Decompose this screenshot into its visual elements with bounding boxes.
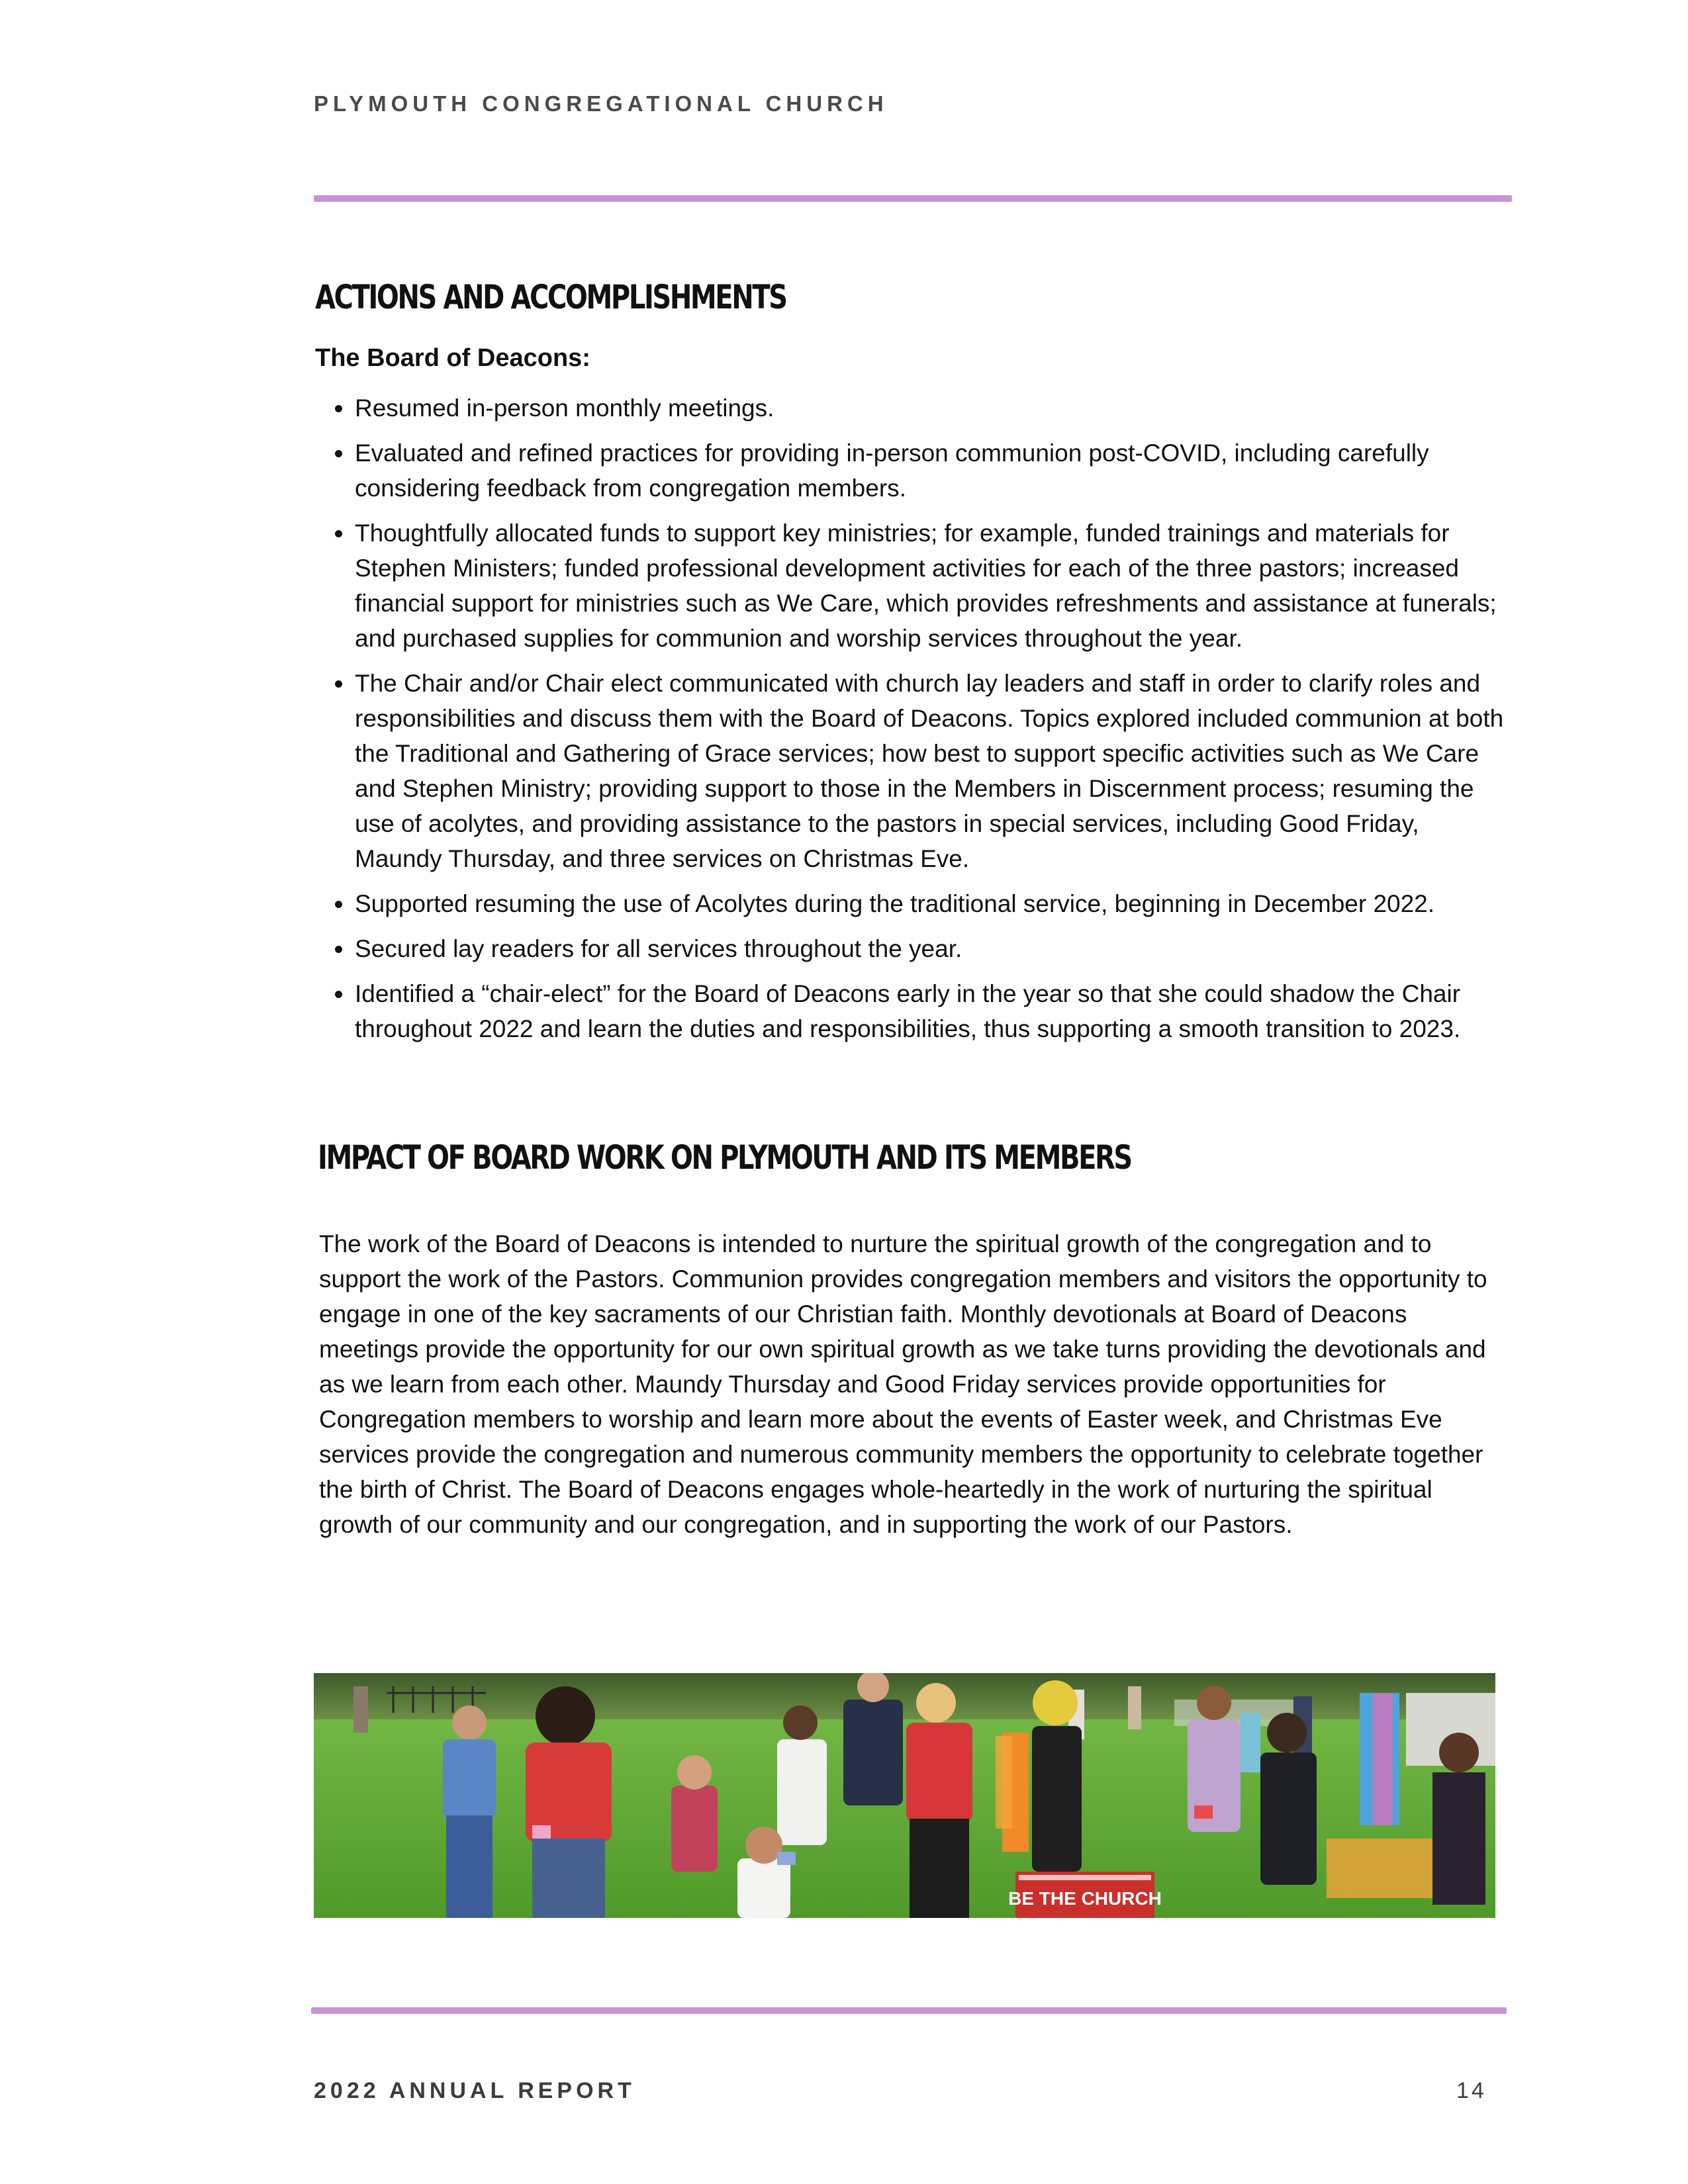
event-photo [314,1673,1495,1918]
list-item: Thoughtfully allocated funds to support key ministries; for example, funded trainings and materials for Stephen Ministers; funded professional development activities for each of the three pastors; increased financial support for ministries such as We Care, which provides refreshments and assistance at funerals; and purchased supplies for communion and worship services throughout the year. [315,516,1507,656]
page-number: 14 [1456,2078,1487,2103]
bottom-divider [311,2007,1507,2014]
bullet-icon [335,530,342,537]
tree-line [314,1673,1495,1719]
report-title: 2022 ANNUAL REPORT [314,2078,635,2103]
be-the-church-sign [1008,1872,1162,1918]
board-subheading: The Board of Deacons: [315,344,590,372]
actions-heading: ACTIONS AND ACCOMPLISHMENTS [315,278,786,316]
list-item: Secured lay readers for all services throughout the year. [315,931,1507,966]
list-item: Identified a “chair-elect” for the Board of Deacons early in the year so that she could shadow the Chair throughout 2022 and learn the duties and responsibilities, thus supporting a smooth transition to 2023. [315,976,1507,1046]
accomplishments-list [315,390,1507,1056]
bullet-icon [335,991,342,998]
list-item: The Chair and/or Chair elect communicated with church lay leaders and staff in order to clarify roles and responsibilities and discuss them with the Board of Deacons. Topics explored included communion at both the Traditional and Gathering of Grace services; how best to support specific activities such as We Care and Stephen Ministry; providing support to those in the Members in Discernment process; resuming the use of acolytes, and providing assistance to the pastors in special services, including Good Friday, Maundy Thursday, and three services on Christmas Eve. [315,666,1507,876]
sign-text: BE THE CHURCH [1008,1888,1162,1909]
bullet-icon [335,405,342,412]
impact-paragraph: The work of the Board of Deacons is intended to nurture the spiritual growth of the congregation and to support the work of the Pastors. Communion provides congregation members and visitors the opportunity to engage in one of the key sacraments of our Christian faith. Monthly devotionals at Board of Deacons meetings provide the opportunity for our own spiritual growth as we take turns providing the devotionals and as we learn from each other. Maundy Thursday and Good Friday services provide opportunities for Congregation members to worship and learn more about the events of Easter week, and Christmas Eve services provide the congregation and numerous community members the opportunity to celebrate together the birth of Christ. The Board of Deacons engages whole-heartedly in the work of nurturing the spiritual growth of our community and our congregation, and in supporting the work of our Pastors. [319,1230,1487,1538]
organization-header: PLYMOUTH CONGREGATIONAL CHURCH [314,91,888,116]
bullet-icon [335,680,342,688]
bullet-icon [335,946,342,953]
list-item: Evaluated and refined practices for providing in-person communion post-COVID, including carefully considering feedback from congregation members. [315,435,1507,506]
impact-heading: IMPACT OF BOARD WORK ON PLYMOUTH AND ITS MEMBERS [318,1138,1131,1177]
bullet-icon [335,450,342,457]
list-item: Supported resuming the use of Acolytes during the traditional service, beginning in December 2022. [315,886,1507,921]
list-item: Resumed in-person monthly meetings. [315,390,1507,426]
bullet-icon [335,901,342,908]
top-divider [314,195,1512,202]
